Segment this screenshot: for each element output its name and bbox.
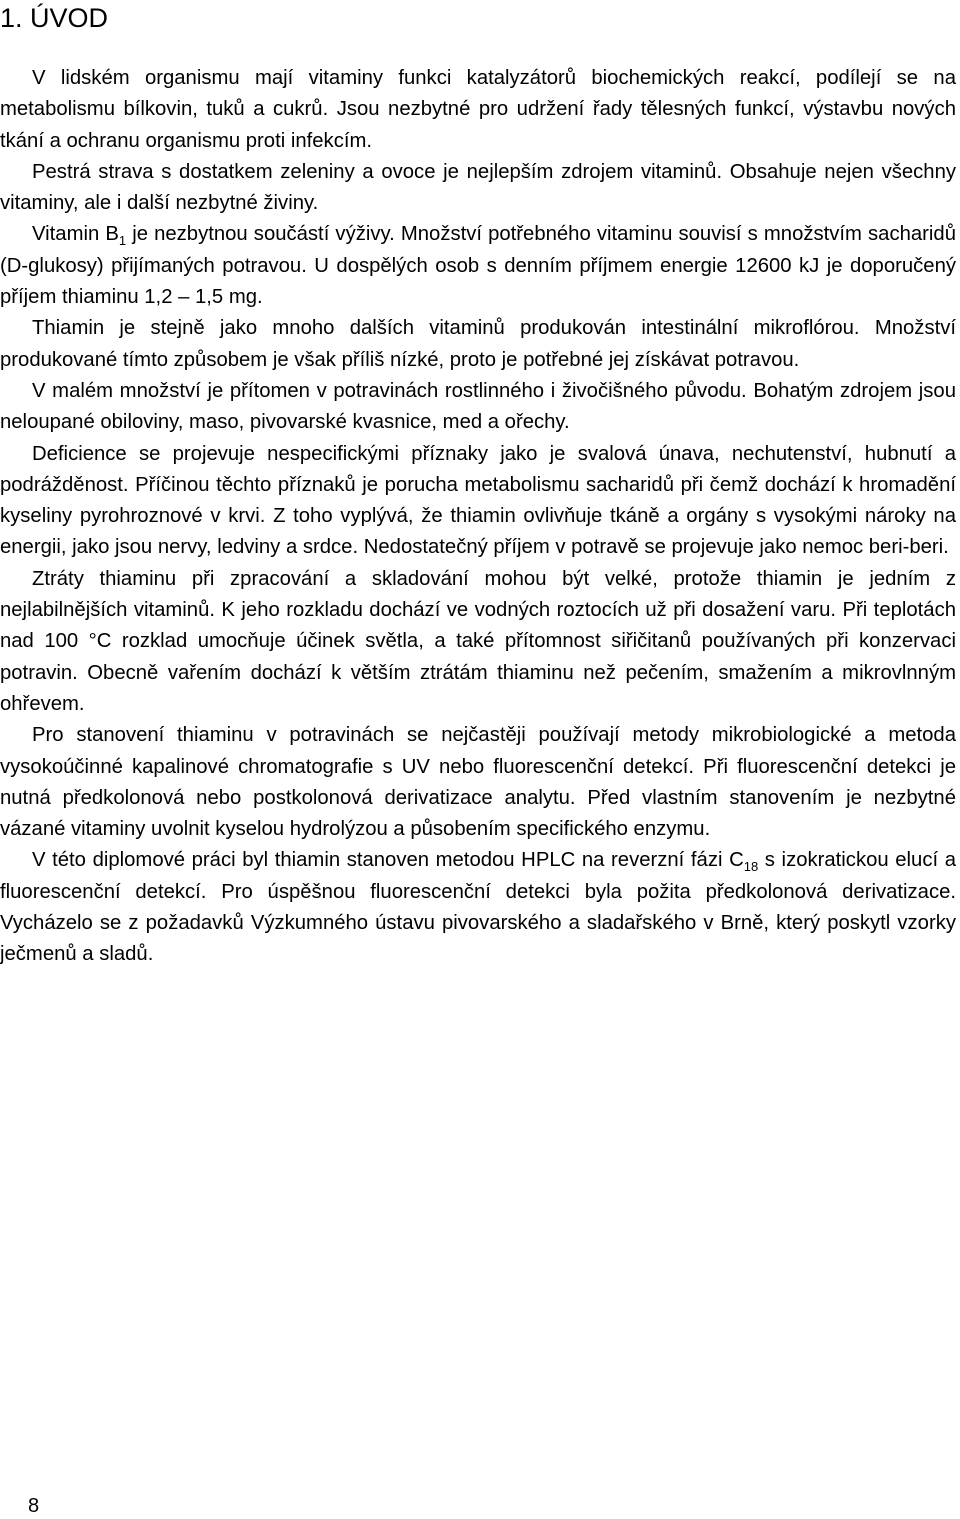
b1-subscript: 1	[118, 233, 127, 249]
vitamin-b1-intake-text: je nezbytnou součástí výživy. Množství potřebného vitaminu souvisí s množstvím sacharidů (D-glukosy) přijímaných potravou. U dospělých osob s denním příjmem energie 12600 kJ je doporučený příjem thiaminu 1,2 – 1,5 mg.	[0, 223, 956, 309]
paragraph-intestinal-microflora: Thiamin je stejně jako mnoho dalších vitaminů produkován intestinální mikroflórou. Množství produkované tímto způsobem je však příliš nízké, proto je potřebné jej získávat potravou.	[0, 317, 956, 371]
paragraph-vitamin-b1-intake	[0, 219, 956, 313]
paragraph-thesis-method	[0, 845, 956, 970]
vitamin-b-text: Vitamin B	[32, 223, 119, 246]
c18-subscript: 18	[743, 859, 759, 875]
paragraph-food-sources: V malém množství je přítomen v potravinách rostlinného i živočišného původu. Bohatým zdrojem jsou neloupané obiloviny, maso, pivovarské kvasnice, med a ořechy.	[0, 379, 956, 434]
paragraph-deficiency: Deficience se projevuje nespecifickými příznaky jako je svalová únava, nechutenství, hubnutí a podrážděnost. Příčinou těchto příznaků je porucha metabolismu sacharidů při čemž dochází k hromadění kyseliny pyrohroznové v krvi. Z toho vyplývá, že thiamin ovlivňuje tkáně a orgány s vysokými nároky na energii, jako jsou nervy, ledviny a srdce. Nedostatečný příjem v potravě se projevuje jako nemoc beri-beri.	[0, 442, 956, 559]
paragraph-determination-methods: Pro stanovení thiaminu v potravinách se nejčastěji používají metody mikrobiologické a metoda vysokoúčinné kapalinové chromatografie s UV nebo fluorescenční detekcí. Při fluorescenční detekci je nutná předkolonová nebo postkolonová derivatizace analytu. Před vlastním stanovením je nezbytné vázané vitaminy uvolnit kyselou hydrolýzou a působením specifického enzymu.	[0, 724, 956, 841]
hplc-method-text: V této diplomové práci byl thiamin stanoven metodou HPLC na reverzní fázi C	[32, 849, 744, 872]
paragraph-processing-losses: Ztráty thiaminu při zpracování a skladování mohou být velké, protože thiamin je jedním z nejlabilnějších vitaminů. K jeho rozkladu dochází ve vodných roztocích už při dosažení varu. Při teplotách nad 100 °C rozklad umocňuje účinek světla, a také přítomnost siřičitanů používaných při konzervaci potravin. Obecně vařením dochází k větším ztrátám thiaminu než pečením, smažením a mikrovlnným ohřevem.	[0, 567, 956, 715]
paragraph-vitamin-functions: V lidském organismu mají vitaminy funkci katalyzátorů biochemických reakcí, podílejí se na metabolismu bílkovin, tuků a cukrů. Jsou nezbytné pro udržení řady tělesných funkcí, výstavbu nových tkání a ochranu organismu proti infekcím.	[0, 67, 956, 152]
body-text	[0, 63, 956, 971]
section-heading: 1. ÚVOD	[0, 3, 109, 33]
detection-and-samples-text: s izokratickou elucí a fluorescenční detekcí. Pro úspěšnou fluorescenční detekci byla požita předkolonová derivatizace. Vycházelo se z požadavků Výzkumného ústavu pivovarského a sladařského v Brně, který poskytl vzorky ječmenů a sladů.	[0, 849, 956, 966]
paragraph-varied-diet: Pestrá strava s dostatkem zeleniny a ovoce je nejlepším zdrojem vitaminů. Obsahuje nejen všechny vitaminy, ale i další nezbytné živiny.	[0, 160, 956, 215]
page-number: 8	[28, 1495, 40, 1517]
